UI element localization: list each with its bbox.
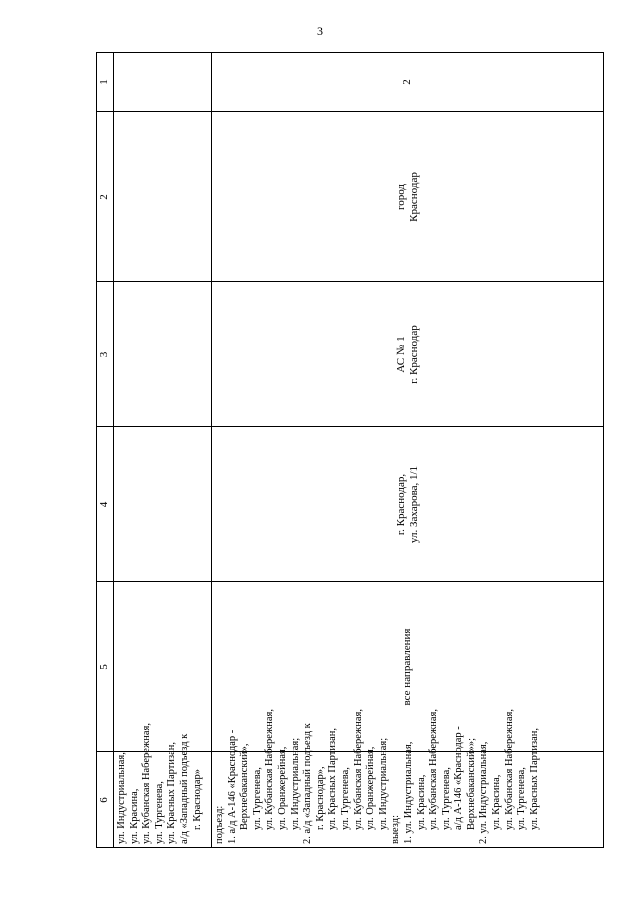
city-line: город bbox=[394, 183, 407, 211]
route-line: ул. Тургенева, bbox=[153, 781, 165, 844]
route-line: ул. Кубанская Набережная, bbox=[503, 709, 515, 830]
header-col-5: 5 bbox=[98, 664, 110, 670]
row-number: 2 bbox=[401, 79, 413, 85]
route-line: ул. Кубанская Набережная, bbox=[352, 709, 364, 830]
route-line: а/д «Западный подъезд к bbox=[178, 733, 190, 844]
address-cell bbox=[211, 427, 604, 582]
route-details bbox=[214, 709, 541, 844]
city-line: Краснодар bbox=[407, 172, 420, 222]
route-line: ул. Тургенева, bbox=[440, 767, 452, 830]
route-line: выезд: bbox=[390, 814, 402, 844]
city-cell bbox=[211, 112, 604, 282]
route-line: Верхнебаканский»»; bbox=[465, 737, 477, 830]
route-line: ул. Красина, bbox=[415, 774, 427, 830]
route-line: ул. Индустриальная, bbox=[116, 752, 127, 844]
route-line: ул. Оранжерейная, bbox=[365, 746, 377, 830]
route-line: ул. Кубанская Набережная, bbox=[264, 709, 276, 830]
header-divider bbox=[113, 52, 114, 848]
route-line: г. Краснодар», bbox=[314, 766, 326, 830]
route-line: 1. ул. Индустриальная, bbox=[402, 741, 414, 844]
header-col-3: 3 bbox=[98, 351, 110, 358]
route-line: ул. Кубанская Набережная, bbox=[428, 709, 440, 830]
route-line: ул. Оранжерейная, bbox=[276, 746, 288, 830]
route-line: ул. Красных Партизан, bbox=[166, 741, 178, 844]
station-line: г. Краснодар bbox=[407, 325, 420, 384]
route-cell bbox=[114, 709, 604, 848]
route-line: ул. Тургенева, bbox=[516, 767, 528, 830]
route-line: ул. Индустриальная; bbox=[289, 737, 301, 830]
header-col-1: 1 bbox=[98, 79, 110, 85]
page-number: 3 bbox=[317, 24, 323, 38]
route-previous-page bbox=[116, 723, 204, 844]
route-line: ул. Красных Партизан, bbox=[528, 727, 540, 830]
route-line: ул. Кубанская Набережная, bbox=[141, 723, 153, 844]
route-line: ул. Индустриальная; bbox=[377, 737, 389, 830]
route-line: 2. а/д «Западный подъезд к bbox=[302, 723, 314, 844]
header-col-6: 6 bbox=[98, 797, 110, 803]
header-col-4: 4 bbox=[98, 501, 110, 508]
route-line: 2. ул. Индустриальная, bbox=[478, 741, 490, 844]
address-line: г. Краснодар, bbox=[394, 473, 407, 536]
route-line: ул. Тургенева, bbox=[339, 767, 351, 830]
route-line: а/д А-146 «Краснодар - bbox=[453, 726, 465, 830]
route-line: Верхнебаканский», bbox=[239, 743, 251, 830]
route-line: ул. Красина, bbox=[491, 774, 503, 830]
address-line: ул. Захарова, 1/1 bbox=[407, 465, 420, 544]
route-line: г. Краснодар» bbox=[191, 768, 203, 830]
rotated-table bbox=[96, 52, 604, 848]
header-col-2: 2 bbox=[98, 194, 110, 200]
route-line: ул. Красных Партизан, bbox=[327, 727, 339, 830]
station-cell bbox=[211, 282, 604, 427]
station-line: АС № 1 bbox=[394, 336, 407, 373]
route-line: ул. Красина, bbox=[128, 788, 140, 844]
direction-text: все направления bbox=[401, 628, 413, 706]
route-line: подъезд: bbox=[214, 805, 225, 844]
route-line: ул. Тургенева, bbox=[251, 767, 263, 830]
route-line: 1. а/д А-146 «Краснодар - bbox=[226, 729, 238, 844]
row-number-cell bbox=[211, 52, 604, 112]
